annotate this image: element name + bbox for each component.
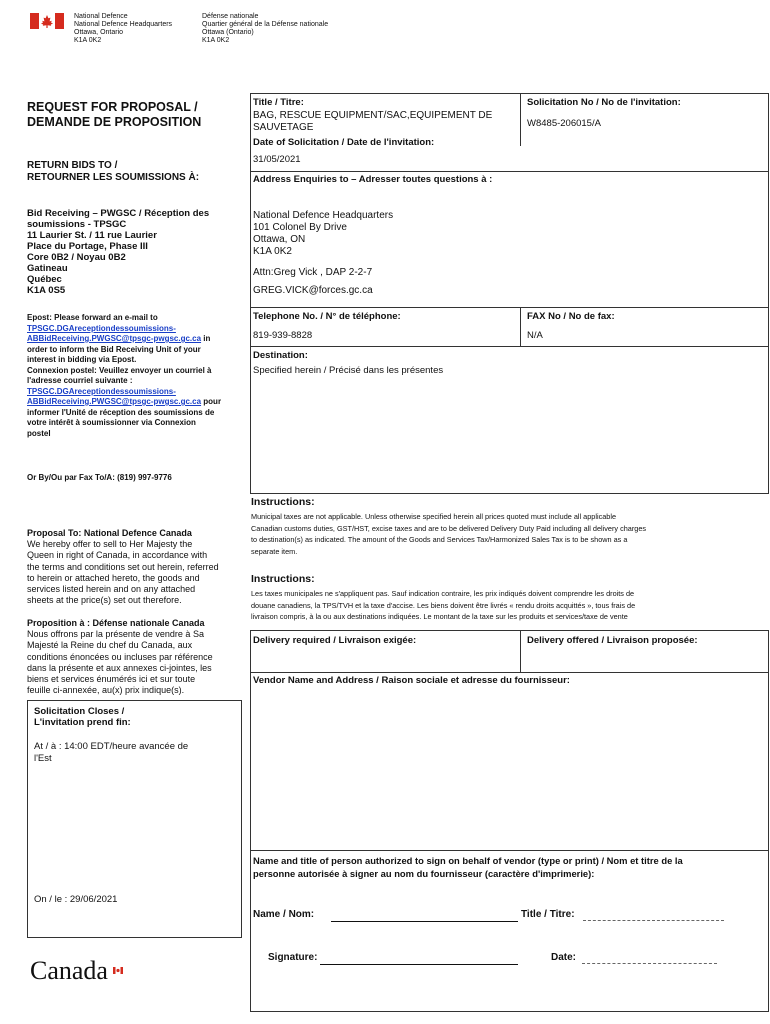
fax-line: Or By/Ou par Fax To/A: (819) 997-9776 [27, 473, 172, 482]
signature-field[interactable] [320, 952, 518, 965]
title-label: Title / Titre: [253, 97, 304, 108]
divider [250, 346, 769, 347]
proposition-line: conditions énoncées ou incluses par référence [27, 651, 213, 662]
proposal-line: Queen in right of Canada, in accordance with [27, 550, 208, 561]
proposition-title: Proposition à : Défense nationale Canada [27, 618, 205, 628]
instructions-line: Municipal taxes are not applicable. Unless otherwise specified herein all prices quoted must include all applicable [251, 512, 617, 521]
proposal-line: services listed herein and on any attached [27, 584, 196, 595]
epost-email-link[interactable]: ABBidReceiving.PWGSC@tpsgc-pwgsc.gc.ca [27, 334, 202, 343]
auth-line: Name and title of person authorized to sign on behalf of vendor (type or print) / Nom et titre de la [253, 855, 683, 866]
proposition-line: feuille ci-annexée, au(x) prix indique(s). [27, 685, 185, 696]
return-bids-heading [27, 160, 199, 184]
contact-email: GREG.VICK@forces.gc.ca [253, 285, 373, 296]
header-en-line: National Defence Headquarters [74, 21, 173, 28]
proposal-line: to herein or attached hereto, the goods and [27, 572, 200, 583]
enquiries-label: Address Enquiries to – Adresser toutes questions à : [253, 174, 493, 185]
address-line: soumissions - TPSGC [27, 219, 127, 230]
date-sign-field[interactable] [582, 963, 717, 964]
destination-value: Specified herein / Précisé dans les présentes [253, 365, 444, 376]
proposal-title: Proposal To: National Defence Canada [27, 528, 192, 538]
canada-wordmark [30, 956, 108, 986]
title-sign-field[interactable] [583, 920, 724, 921]
title-value: BAG, RESCUE EQUIPMENT/SAC,EQUIPEMENT DE SAUVETAGE [253, 110, 493, 133]
bid-receiving-address [27, 208, 237, 296]
epost-intro: Epost: Please forward an e-mail to [27, 313, 158, 322]
instructions-line: douane canadiens, la TPS/TVH et la taxe d'accise. Les biens doivent être livrés « rendu droits acquittés », tous frais de [251, 600, 636, 610]
instructions-line: Les taxes municipales ne s'appliquent pas. Sauf indication contraire, les prix indiqués doivent comprendre les droits de [251, 589, 635, 598]
connexion-line: l'adresse courriel suivante : [27, 376, 133, 385]
header-en-line: K1A 0K2 [74, 37, 102, 44]
solicitation-number-label: Solicitation No / No de l'invitation: [527, 97, 681, 108]
solicitation-date-label: Date of Solicitation / Date de l'invitation: [253, 137, 435, 148]
delivery-required-label: Delivery required / Livraison exigée: [253, 635, 417, 646]
proposition-line: biens et services énumérés ici et sur toute [27, 674, 196, 685]
solicitation-closes-date: On / le : 29/06/2021 [34, 894, 118, 905]
instructions-line: separate item. [251, 546, 298, 556]
proposal-line: the terms and conditions set out herein, referred [27, 561, 219, 572]
name-label: Name / Nom: [253, 909, 315, 920]
divider [250, 850, 769, 851]
wordmark-text: Canada [30, 956, 108, 985]
epost-instructions [27, 313, 239, 439]
solicitation-closes-time [34, 741, 234, 765]
epost-line: order to inform the Bid Receiving Unit of your [27, 344, 201, 354]
proposition-line: Majesté la Reine du chef du Canada, aux [27, 640, 193, 651]
fax-value: N/A [527, 330, 543, 341]
closes-time-line: l'Est [34, 753, 52, 764]
instructions-fr [251, 588, 769, 623]
header-en-line: Ottawa, Ontario [74, 29, 124, 36]
proposition-line: dans la présente et aux annexes ci-jointes, les [27, 662, 212, 673]
date-sign-label: Date: [551, 952, 577, 963]
closes-time-line: At / à : 14:00 EDT/heure avancée de [34, 741, 189, 752]
divider [250, 307, 769, 308]
connexion-email-link[interactable]: TPSGC.DGAreceptiondessoumissions- [27, 386, 176, 396]
wordmark-flag-icon [113, 961, 123, 968]
delivery-offered-label: Delivery offered / Livraison proposée: [527, 635, 698, 646]
instructions-line: to destination(s) as indicated. The amount of the Goods and Services Tax/Harmonized Sales Tax is to be shown as a [251, 535, 628, 544]
divider [250, 672, 769, 673]
epost-line: interest in bidding via Epost. [27, 355, 137, 364]
title-en: REQUEST FOR PROPOSAL / [27, 100, 198, 114]
enquiries-line: Ottawa, ON [253, 234, 306, 245]
proposal-en [27, 528, 237, 606]
vendor-name-label: Vendor Name and Address / Raison sociale et adresse du fournisseur: [253, 675, 570, 686]
header-english [74, 13, 194, 45]
divider [520, 630, 521, 673]
header-fr-line: Ottawa (Ontario) [202, 29, 254, 36]
canada-flag-icon [30, 13, 64, 29]
connexion-email-link[interactable]: ABBidReceiving.PWGSC@tpsgc-pwgsc.gc.ca [27, 397, 202, 406]
enquiries-address [253, 210, 393, 258]
divider [520, 307, 521, 347]
header-fr-line: Quartier général de la Défense nationale [202, 21, 329, 28]
instructions-line: livraison compris, à la ou aux destinations indiquées. Le montant de la taxe sur les produits et services/taxe de vente [251, 612, 628, 621]
header-fr-line: K1A 0K2 [202, 37, 230, 44]
title-sign-label: Title / Titre: [521, 909, 575, 920]
connexion-line: postel [27, 428, 51, 438]
closes-title-line: Solicitation Closes / [34, 706, 125, 717]
solicitation-date-value: 31/05/2021 [253, 154, 301, 165]
address-line: Core 0B2 / Noyau 0B2 [27, 252, 126, 263]
address-line: Bid Receiving – PWGSC / Réception des [27, 208, 210, 219]
header-fr-line: Défense nationale [202, 13, 259, 20]
connexion-after-link: pour [201, 397, 222, 406]
authorized-person-label [253, 854, 767, 880]
address-line: Gatineau [27, 263, 68, 274]
address-line: Place du Portage, Phase III [27, 241, 148, 252]
solicitation-closes-title [34, 706, 131, 728]
header-en-line: National Defence [74, 13, 128, 20]
divider [520, 93, 521, 146]
proposal-line: sheets at the price(s) set out therefore. [27, 595, 182, 606]
header-french [202, 13, 362, 45]
divider [250, 171, 769, 172]
name-field[interactable] [331, 909, 518, 922]
attention-line: Attn:Greg Vick , DAP 2-2-7 [253, 267, 373, 278]
document-title [27, 100, 237, 130]
address-line: K1A 0S5 [27, 285, 66, 296]
proposal-line: We hereby offer to sell to Her Majesty the [27, 539, 193, 550]
epost-email-link[interactable]: TPSGC.DGAreceptiondessoumissions- [27, 323, 176, 333]
enquiries-line: 101 Colonel By Drive [253, 222, 347, 233]
signature-label: Signature: [268, 952, 318, 963]
solicitation-number-value: W8485-206015/A [527, 118, 601, 129]
auth-line: personne autorisée à signer au nom du fournisseur (caractère d'imprimerie): [253, 868, 595, 879]
address-line: 11 Laurier St. / 11 rue Laurier [27, 230, 157, 241]
telephone-value: 819-939-8828 [253, 330, 313, 341]
connexion-line: votre intérêt à soumissionner via Connexion [27, 418, 196, 427]
address-line: Québec [27, 274, 62, 285]
destination-label: Destination: [253, 350, 308, 361]
enquiries-line: National Defence Headquarters [253, 210, 394, 221]
instructions-en-label: Instructions: [251, 496, 315, 508]
connexion-intro: Connexion postel: Veuillez envoyer un courriel à [27, 365, 212, 375]
epost-after-link: in [201, 334, 211, 343]
connexion-line: informer l'Unité de réception des soumissions de [27, 407, 215, 417]
instructions-en [251, 511, 769, 557]
closes-title-line: L'invitation prend fin: [34, 717, 131, 728]
title-fr: DEMANDE DE PROPOSITION [27, 115, 202, 129]
return-en: RETURN BIDS TO / [27, 160, 118, 171]
telephone-label: Telephone No. / N° de téléphone: [253, 311, 401, 322]
proposal-fr [27, 618, 239, 696]
fax-label: FAX No / No de fax: [527, 311, 615, 322]
instructions-line: Canadian customs duties, GST/HST, excise taxes and are to be delivered Delivery Duty Paid including all delivery charges [251, 523, 647, 533]
enquiries-line: K1A 0K2 [253, 246, 292, 257]
return-fr: RETOURNER LES SOUMISSIONS À: [27, 172, 200, 183]
proposition-line: Nous offrons par la présente de vendre à Sa [27, 629, 204, 640]
instructions-fr-label: Instructions: [251, 573, 315, 585]
